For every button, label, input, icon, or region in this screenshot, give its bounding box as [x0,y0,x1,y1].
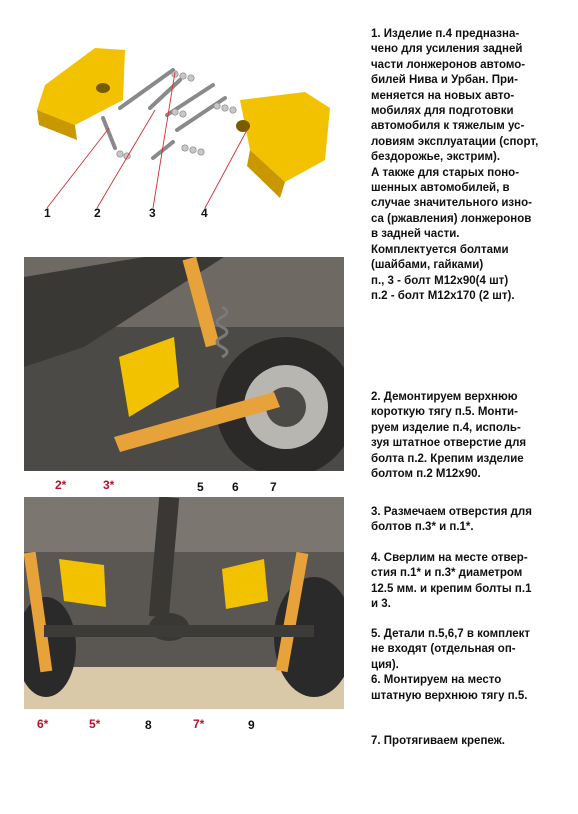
parts-illustration [25,30,355,220]
step-2-text: 2. Демонтируем верхнюю короткую тягу п.5. Монти- руем изделие п.4, исполь- зуя штатное отверстие для болта п.2. Крепим изделие болтом п.2 М12х90. [371,391,527,481]
part-label-8: 8 [145,718,152,732]
step-7-text: 7. Протягиваем крепеж. [371,735,505,747]
marker-label-2star: 2* [55,478,67,492]
marker-label-6star: 6* [37,717,49,731]
part-label-9: 9 [248,718,255,732]
part-label-1: 1 [44,206,51,220]
step-4-text: 4. Сверлим на месте отвер- стия п.1* и п.3* диаметром 12.5 мм. и крепим болты п.1 и 3. [371,552,532,611]
installation-photo-1 [24,257,344,471]
part-label-4: 4 [201,206,208,220]
marker-label-3star: 3* [103,478,115,492]
step-3-text: 3. Размечаем отверстия для болтов п.3* и п.1*. [371,506,532,534]
part-label-3: 3 [149,206,156,220]
marker-label-5star: 5* [89,717,101,731]
part-label-2: 2 [94,206,101,220]
step-5-6-text: 5. Детали п.5,6,7 в комплект не входят (отдельная оп- ция). 6. Монтируем на место штатную верхнюю тягу п.5. [371,628,531,702]
installation-photo-2 [24,497,344,709]
part-label-5: 5 [197,480,204,494]
part-label-7: 7 [270,480,277,494]
marker-label-7star: 7* [193,717,205,731]
step-1-text: 1. Изделие п.4 предназна- чено для усиления задней части лонжеронов автомо- билей Нива и Урбан. При- меняется на новых авто- мобилях для подготовки автомобиля к тяжелым ус- ловиям эксплуатации (спорт, бездорожье, экстрим). А также для старых поно- шенных автомобилей, в случае значительного изно- са (ржавления) лонжеронов в задней части. Комплектуется болтами (шайбами, гайками) п., 3 - болт М12х90(4 шт) п.2 - болт М12х170 (2 шт). [371,28,539,302]
part-label-6: 6 [232,480,239,494]
